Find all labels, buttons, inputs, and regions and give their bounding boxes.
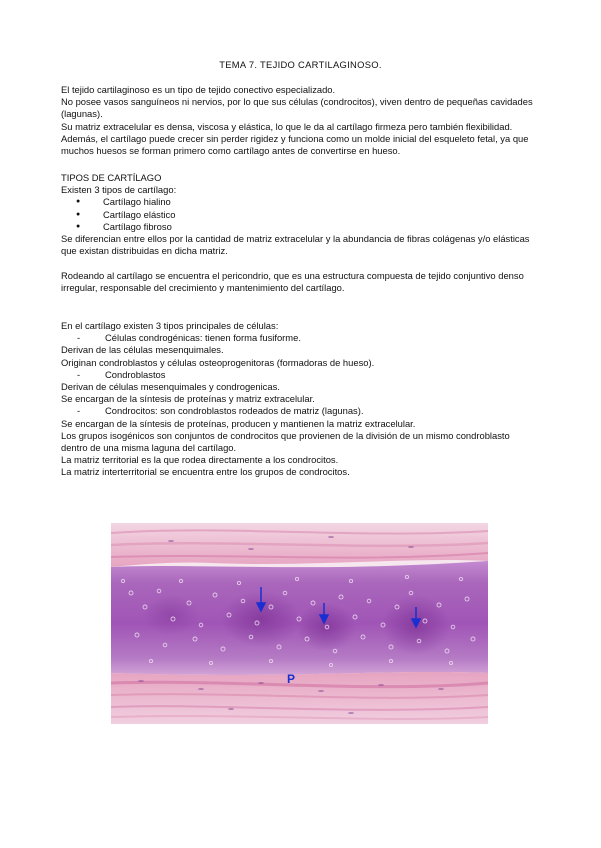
figure-label: P bbox=[287, 672, 296, 686]
list-item: ● Cartílago fibroso bbox=[73, 221, 541, 233]
types-list bbox=[61, 196, 541, 233]
intro-line: muchos huesos se forman primero como cartílago antes de convertirse en hueso. bbox=[61, 145, 401, 157]
types-diff-line: Se diferencian entre ellos por la cantidad de matriz extracelular y la abundancia de fibras colágenas y/o elásticas bbox=[61, 233, 530, 245]
perichondrium-section bbox=[61, 270, 541, 294]
cell-line: Derivan de células mesenquimales y condrogenicas. bbox=[61, 381, 280, 393]
cell-line: Los grupos isogénicos son conjuntos de condrocitos que provienen de la división de un mismo condroblasto bbox=[61, 429, 510, 441]
cell-line: Se encargan de la síntesis de proteínas y matriz extracelular. bbox=[61, 393, 315, 405]
intro-line: Además, el cartílago puede crecer sin perder rigidez y funciona como un molde inicial del esqueleto fetal, ya que bbox=[61, 132, 529, 144]
intro-line: Su matriz extracelular es densa, viscosa y elástica, lo que le da al cartílago firmeza pero también flexibilidad. bbox=[61, 120, 513, 132]
types-diff-line: que existan distribuidas en dicha matriz. bbox=[61, 245, 228, 257]
cell-line: La matriz interterritorial se encuentra entre los grupos de condrocitos. bbox=[61, 466, 350, 478]
types-heading: TIPOS DE CARTÍLAGO bbox=[61, 172, 162, 183]
list-item: ● Cartílago hialino bbox=[73, 196, 541, 208]
cell-line: Originan condroblastos y células osteoprogenitoras (formadoras de hueso). bbox=[61, 356, 375, 368]
types-intro: Existen 3 tipos de cartílago: bbox=[61, 184, 177, 196]
intro-line: El tejido cartilaginoso es un tipo de tejido conectivo especializado. bbox=[61, 84, 336, 95]
cell-line: Derivan de las células mesenquimales. bbox=[61, 344, 224, 356]
micrograph-svg bbox=[111, 523, 488, 724]
perichondrium-line: irregular, responsable del crecimiento y mantenimiento del cartílago. bbox=[61, 282, 345, 294]
intro-section bbox=[61, 84, 541, 157]
histology-micrograph bbox=[111, 523, 488, 724]
cell-line: Se encargan de la síntesis de proteínas, producen y mantienen la matriz extracelular. bbox=[61, 417, 416, 429]
types-section bbox=[61, 172, 541, 257]
list-item: ● Cartílago elástico bbox=[73, 209, 541, 221]
cell-line: La matriz territorial es la que rodea directamente a los condrocitos. bbox=[61, 454, 339, 466]
intro-line: (lagunas). bbox=[61, 108, 103, 120]
cell-type-item: - Condrocitos: son condroblastos rodeados de matriz (lagunas). bbox=[75, 405, 541, 417]
cell-line: dentro de una misma laguna del cartílago. bbox=[61, 442, 237, 454]
page-title: TEMA 7. TEJIDO CARTILAGINOSO. bbox=[219, 59, 382, 70]
cell-type-item: - Condroblastos bbox=[75, 369, 541, 381]
intro-line: No posee vasos sanguíneos ni nervios, por lo que sus células (condrocitos), viven dentro de pequeñas cavidades bbox=[61, 96, 533, 108]
cells-intro: En el cartílago existen 3 tipos principales de células: bbox=[61, 320, 279, 331]
cells-section bbox=[61, 320, 541, 479]
cell-type-item: - Células condrogénicas: tienen forma fusiforme. bbox=[75, 332, 541, 344]
perichondrium-line: Rodeando al cartílago se encuentra el pericondrio, que es una estructura compuesta de tejido conjuntivo denso bbox=[61, 270, 524, 281]
